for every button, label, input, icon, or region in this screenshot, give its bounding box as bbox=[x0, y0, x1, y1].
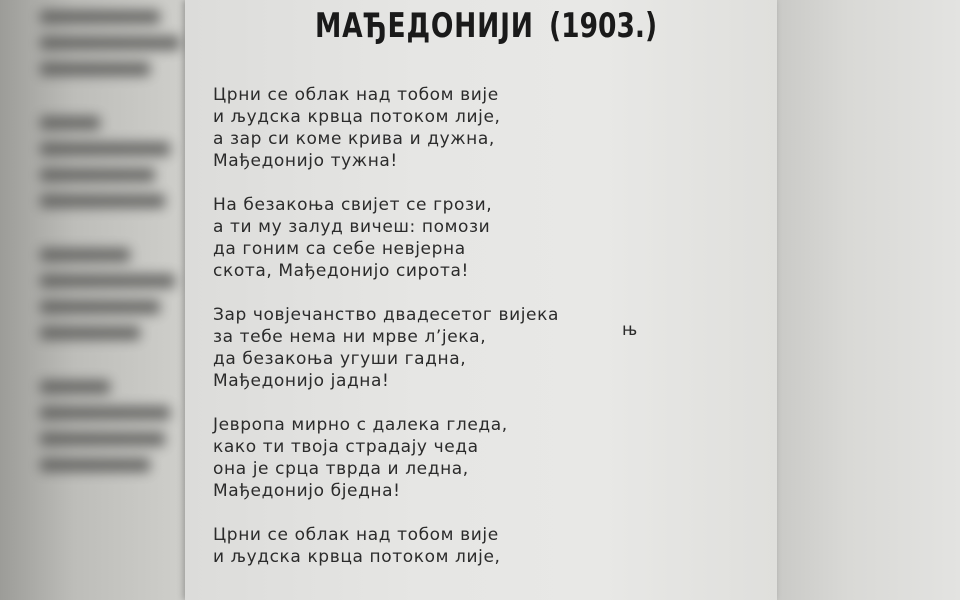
left-page-blurred bbox=[0, 0, 185, 600]
poem-line: Мађедонијо бједна! bbox=[213, 481, 401, 501]
poem-line: Црни се облак над тобом вије bbox=[213, 85, 499, 105]
poem-line: Црни се облак над тобом вије bbox=[213, 525, 499, 545]
poem-line: и људска крвца потоком лије, bbox=[213, 547, 501, 567]
poem-line: Јевропа мирно с далека гледа, bbox=[213, 415, 508, 435]
poem-line: скота, Мађедонијо сирота! bbox=[213, 261, 469, 281]
poem-line: да безакоња угуши гадна, bbox=[213, 349, 467, 369]
book-page bbox=[185, 0, 777, 600]
poem-line: Зар човјечанство двадесетог вијека bbox=[213, 305, 559, 325]
poem-line: она је срца тврда и ледна, bbox=[213, 459, 469, 479]
poem-line: за тебе нема ни мрве л’јека, bbox=[213, 327, 487, 347]
right-background bbox=[775, 0, 960, 600]
stanza bbox=[213, 194, 773, 282]
poem-line: да гоним са себе невјерна bbox=[213, 239, 466, 259]
poem bbox=[213, 84, 773, 590]
poem-line: На безакоња свијет се грози, bbox=[213, 195, 493, 215]
stanza bbox=[213, 84, 773, 172]
stanza bbox=[213, 524, 773, 568]
title-year: (1903.) bbox=[549, 6, 658, 46]
poem-line: и људска крвца потоком лије, bbox=[213, 107, 501, 127]
poem-line: а зар си коме крива и дужна, bbox=[213, 129, 495, 149]
stanza bbox=[213, 414, 773, 502]
stanza bbox=[213, 304, 773, 392]
blurred-text-block bbox=[40, 0, 185, 600]
stray-handwritten-mark: њ bbox=[622, 320, 638, 340]
poem-line: како ти твоја страдају чеда bbox=[213, 437, 479, 457]
poem-line: Мађедонијо тужна! bbox=[213, 151, 398, 171]
title-name: МАЂЕДОНИЈИ bbox=[315, 6, 534, 46]
poem-line: а ти му залуд вичеш: помози bbox=[213, 217, 491, 237]
page-title bbox=[315, 6, 715, 56]
poem-line: Мађедонијо јадна! bbox=[213, 371, 390, 391]
